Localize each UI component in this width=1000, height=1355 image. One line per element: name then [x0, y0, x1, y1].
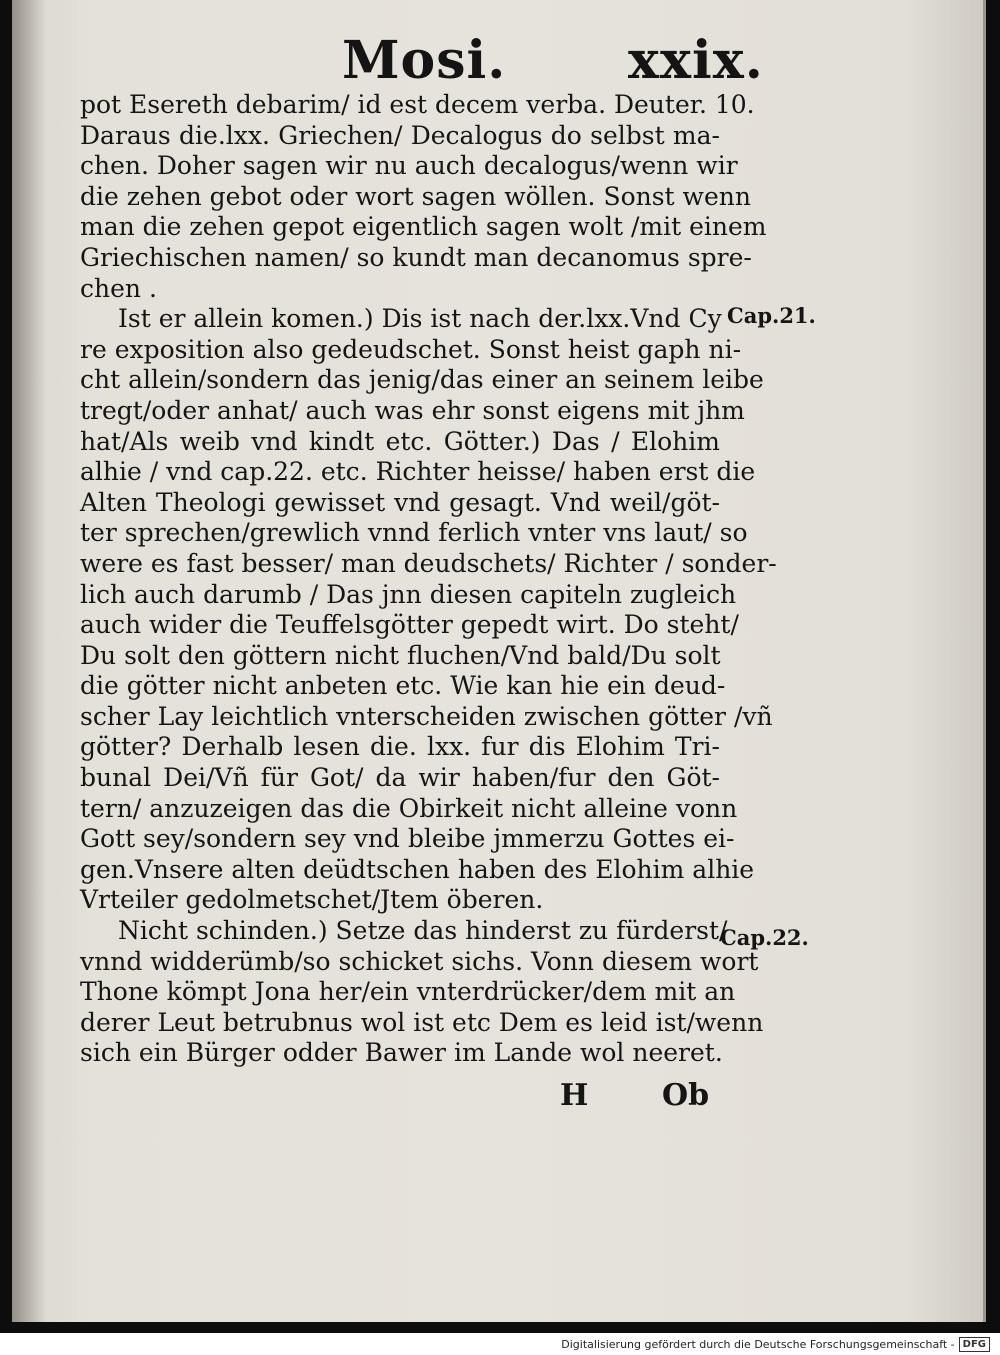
catchword: Ob [662, 1078, 710, 1113]
text-line: cht allein/sondern das jenig/das einer an seinem leibe [80, 365, 764, 395]
text-line: die zehen gebot oder wort sagen wöllen. Sonst wenn [80, 181, 751, 211]
text-line: Thone kömpt Jona her/ein vnterdrücker/dem mit an [80, 977, 736, 1007]
text-line: Ist er allein komen.) Dis ist nach der.lxx.Vnd Cy [118, 304, 722, 334]
text-line: hat/Als weib vnd kindt etc. Götter.) Das / Elohim [80, 426, 720, 456]
folio-number: xxix. [628, 30, 764, 91]
text-line: scher Lay leichtlich vnterscheiden zwischen götter /vñ [80, 701, 773, 731]
text-line: alhie / vnd cap.22. etc. Richter heisse/ haben erst die [80, 457, 756, 487]
credit-text: Digitalisierung gefördert durch die Deutsche Forschungsgemeinschaft - [561, 1338, 955, 1351]
margin-note-chapter: Cap.21. [727, 303, 816, 328]
text-line: vnnd widderümb/so schicket sichs. Vonn diesem wort [80, 946, 759, 976]
text-line: Gott sey/sondern sey vnd bleibe jmmerzu Gottes ei- [80, 824, 735, 854]
text-line: ter sprechen/grewlich vnnd ferlich vnter vns laut/ so [80, 518, 748, 548]
text-line: chen . [80, 273, 157, 303]
text-line: chen. Doher sagen wir nu auch decalogus/wenn wir [80, 151, 738, 181]
text-line: tern/ anzuzeigen das die Obirkeit nicht alleine vonn [80, 793, 738, 823]
dfg-logo: DFG [959, 1337, 990, 1352]
text-line: Vrteiler gedolmetschet/Jtem öberen. [80, 885, 544, 915]
text-line: sich ein Bürger odder Bawer im Lande wol neeret. [80, 1038, 723, 1068]
text-line: lich auch darumb / Das jnn diesen capiteln zugleich [80, 579, 737, 609]
text-line: gen.Vnsere alten deüdtschen haben des Elohim alhie [80, 854, 755, 884]
text-line: Du solt den göttern nicht fluchen/Vnd bald/Du solt [80, 640, 721, 670]
text-line: bunal Dei/Vñ für Got/ da wir haben/fur den Göt- [80, 763, 720, 793]
text-line: were es fast besser/ man deudschets/ Richter / sonder- [80, 548, 777, 578]
margin-note-chapter: Cap.22. [720, 925, 809, 950]
gutter-shadow [12, 0, 46, 1322]
text-line: auch wider die Teuffelsgötter gepedt wirt. Do steht/ [80, 610, 739, 640]
text-line: Alten Theologi gewisset vnd gesagt. Vnd weil/göt- [80, 487, 720, 517]
text-line: pot Esereth debarim/ id est decem verba. Deuter. 10. [80, 90, 755, 119]
running-head-title: Mosi. [342, 30, 507, 91]
text-line: derer Leut betrubnus wol ist etc Dem es leid ist/wenn [80, 1007, 764, 1037]
text-line: die götter nicht anbeten etc. Wie kan hie ein deud- [80, 671, 726, 701]
text-line: götter? Derhalb lesen die. lxx. fur dis Elohim Tri- [80, 732, 720, 762]
text-line: Griechischen namen/ so kundt man decanomus spre- [80, 242, 752, 272]
text-line: re exposition also gedeudschet. Sonst heist gaph ni- [80, 334, 742, 364]
text-line: Nicht schinden.) Setze das hinderst zu fürderst/ [118, 916, 728, 946]
text-line: Daraus die.lxx. Griechen/ Decalogus do selbst ma- [80, 120, 720, 150]
signature-mark: H [560, 1078, 589, 1113]
digitization-credit [561, 1337, 990, 1352]
text-line: man die zehen gepot eigentlich sagen wolt /mit einem [80, 212, 767, 242]
text-line: tregt/oder anhat/ auch was ehr sonst eigens mit jhm [80, 395, 745, 425]
